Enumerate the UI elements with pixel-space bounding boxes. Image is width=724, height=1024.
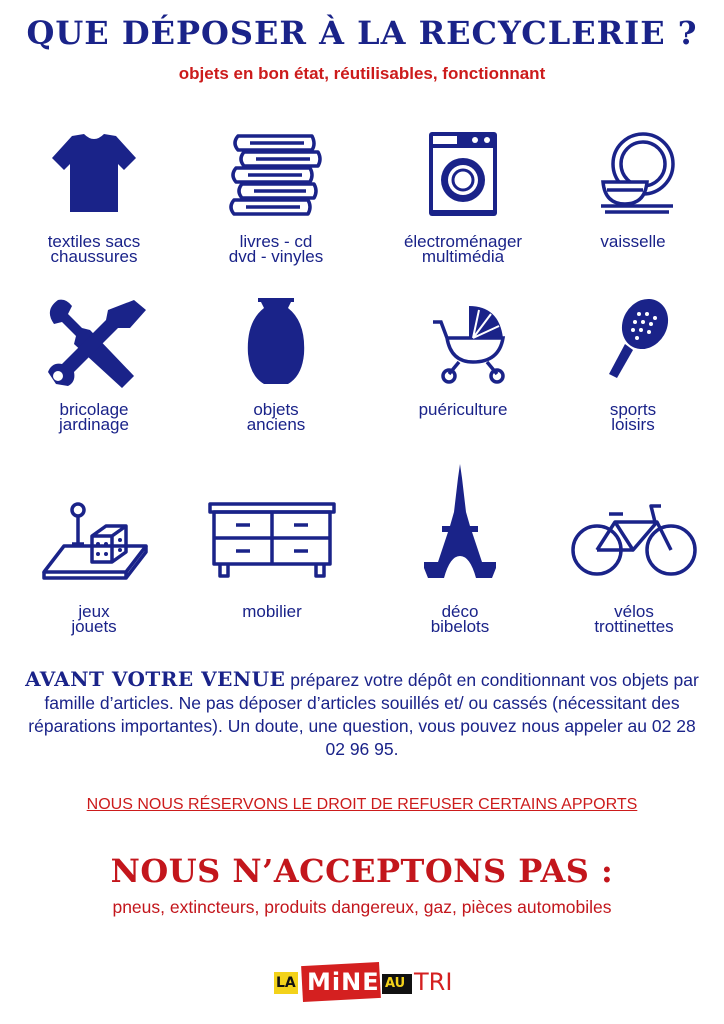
logo-text-au: AU — [385, 976, 406, 991]
before-visit-section — [24, 668, 700, 761]
category-label: puériculture — [418, 400, 508, 419]
category-label: mobilier — [242, 602, 302, 621]
category-appliances — [373, 124, 553, 264]
before-visit-heading: AVANT VOTRE VENUE — [25, 667, 286, 691]
category-label: jardinage — [59, 415, 129, 434]
category-label: vélos — [614, 602, 654, 621]
not-accepted-list: pneus, extincteurs, produits dangereux, gaz, pièces automobiles — [112, 897, 612, 917]
category-label: trottinettes — [594, 617, 674, 636]
dresser-icon — [206, 496, 338, 586]
page-title: QUE DÉPOSER À LA RECYCLERIE ? — [26, 14, 698, 52]
category-label: sports — [609, 400, 657, 419]
category-decor — [370, 464, 550, 634]
category-dishes — [543, 124, 723, 249]
category-label: bibelots — [430, 617, 490, 636]
category-label: textiles sacs — [47, 232, 141, 251]
logo-text-la: LA — [276, 975, 296, 991]
category-label: électroménager — [403, 232, 523, 251]
category-antiques — [186, 292, 366, 432]
bicycle-icon — [569, 496, 699, 586]
category-label: jeux — [78, 602, 110, 621]
books-icon — [216, 124, 336, 224]
category-label: dvd - vinyles — [228, 247, 324, 266]
board-game-icon — [34, 496, 154, 586]
category-label: objets — [253, 400, 299, 419]
padel-racket-icon — [573, 292, 693, 392]
eiffel-tower-icon — [400, 464, 520, 582]
logo-text-tri: TRI — [414, 968, 453, 996]
category-label: déco — [441, 602, 479, 621]
refusal-warning: NOUS NOUS RÉSERVONS LE DROIT DE REFUSER CERTAINS APPORTS — [86, 796, 638, 813]
category-books — [186, 124, 366, 264]
before-visit-text: préparez votre dépôt en conditionnant vos objets par famille d’articles. Ne pas déposer d’articles souillés et/ ou cassés (nécessitant des réparations importantes). Un doute, une question, vous pouvez nous appeler au 02 28 02 96 95. — [28, 670, 699, 759]
baby-stroller-icon — [403, 292, 523, 392]
logo-text-mine: MiNE — [307, 968, 380, 996]
category-label: vaisselle — [600, 232, 666, 251]
category-childcare — [373, 292, 553, 417]
tools-icon — [34, 292, 154, 392]
category-label: anciens — [246, 415, 306, 434]
category-label: jouets — [71, 617, 117, 636]
category-label: multimédia — [421, 247, 505, 266]
category-label: chaussures — [50, 247, 138, 266]
category-bikes — [544, 496, 724, 634]
category-label: livres - cd — [239, 232, 313, 251]
category-sports — [543, 292, 723, 432]
washing-machine-icon — [403, 124, 523, 224]
category-tools — [4, 292, 184, 432]
dishes-icon — [573, 124, 693, 224]
category-games — [4, 496, 184, 634]
t-shirt-icon — [34, 124, 154, 224]
la-mine-au-tri-logo — [274, 962, 453, 1002]
category-textiles — [4, 124, 184, 264]
page-subtitle: objets en bon état, réutilisables, fonctionnant — [178, 64, 546, 83]
category-furniture — [182, 496, 362, 619]
category-label: bricolage — [59, 400, 129, 419]
vase-icon — [216, 292, 336, 392]
category-label: loisirs — [611, 415, 655, 434]
not-accepted-title: NOUS N’ACCEPTONS PAS : — [110, 852, 614, 890]
